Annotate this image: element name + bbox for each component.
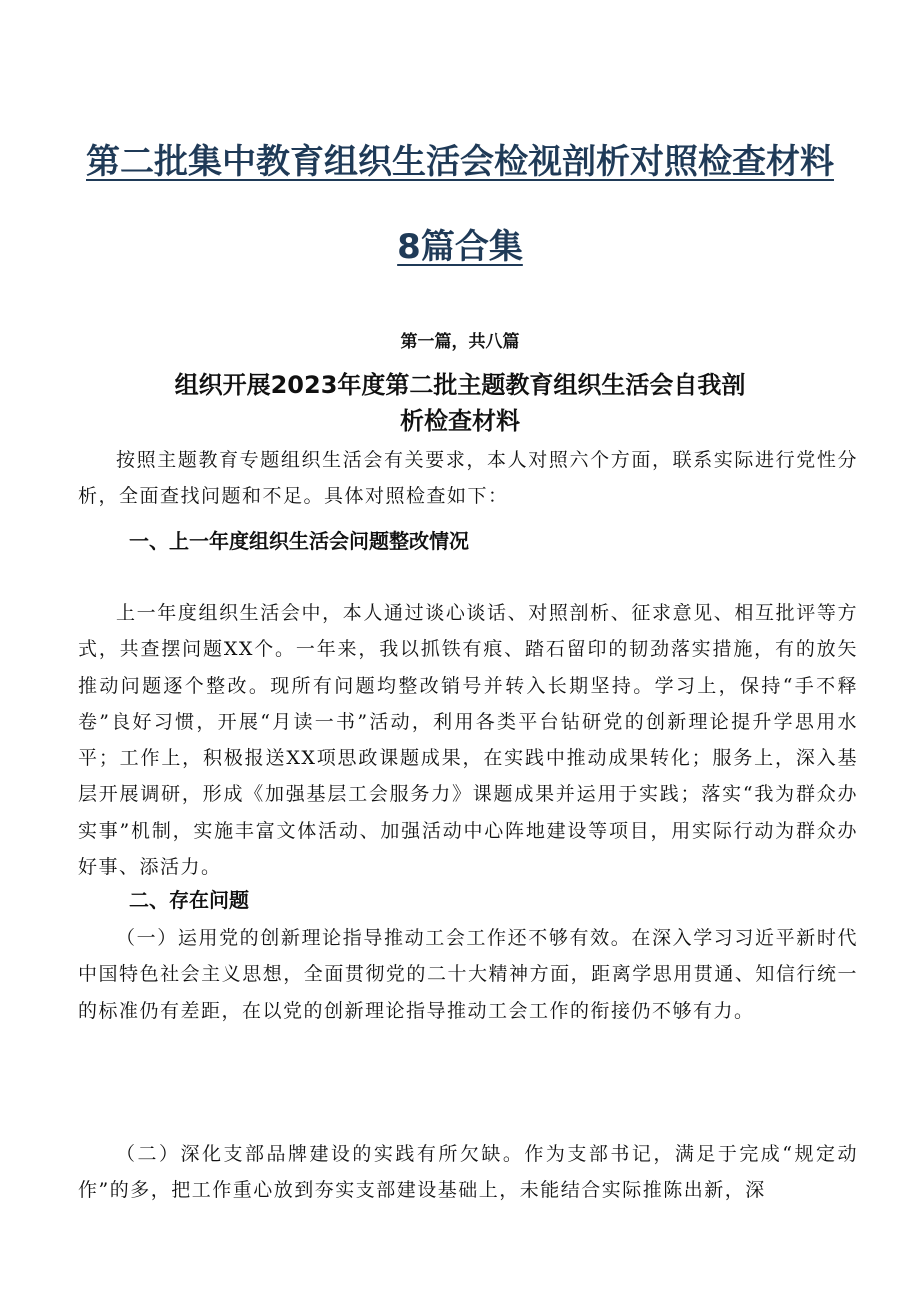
document-title-text-2: 8篇合集 bbox=[397, 227, 523, 267]
document-title-text-1: 第二批集中教育组织生活会检视剖析对照检查材料 bbox=[86, 142, 834, 182]
problem-1-paragraph: （一）运用党的创新理论指导推动工会工作还不够有效。在深入学习习近平新时代中国特色社会主义思想，全面贯彻党的二十大精神方面，距离学思用贯通、知信行统一的标准仍有差距，在以党的创新理论指导推动工会工作的衔接仍不够有力。 bbox=[78, 927, 858, 1022]
article-title-line-1: 组织开展2023年度第二批主题教育组织生活会自我剖 bbox=[174, 371, 746, 399]
section-1-paragraph: 上一年度组织生活会中，本人通过谈心谈话、对照剖析、征求意见、相互批评等方式，共查摆问题XX个。一年来，我以抓铁有痕、踏石留印的韧劲落实措施，有的放矢推动问题逐个整改。现所有问题均整改销号并转入长期坚持。学习上，保持“手不释卷”良好习惯，开展“月读一书”活动，利用各类平台钻研党的创新理论提升学思用水平；工作上，积极报送XX项思政课题成果，在实践中推动成果转化；服务上，深入基层开展调研，形成《加强基层工会服务力》课题成果并运用于实践；落实“我为群众办实事”机制，实施丰富文体活动、加强活动中心阵地建设等项目，用实际行动为群众办好事、添活力。 bbox=[78, 602, 858, 879]
article-title-line-2: 析检查材料 bbox=[400, 407, 520, 435]
document-title-line-2 bbox=[0, 219, 920, 268]
section-2-heading: 二、存在问题 bbox=[129, 888, 249, 912]
document-title-line-1 bbox=[0, 134, 920, 183]
section-1-heading: 一、上一年度组织生活会问题整改情况 bbox=[129, 529, 469, 553]
problem-2-paragraph: （二）深化支部品牌建设的实践有所欠缺。作为支部书记，满足于完成“规定动作”的多，把工作重心放到夯实支部建设基础上，未能结合实际推陈出新，深 bbox=[78, 1143, 858, 1202]
chapter-label: 第一篇，共八篇 bbox=[400, 332, 520, 352]
intro-paragraph: 按照主题教育专题组织生活会有关要求，本人对照六个方面，联系实际进行党性分析，全面查找问题和不足。具体对照检查如下： bbox=[78, 449, 858, 508]
